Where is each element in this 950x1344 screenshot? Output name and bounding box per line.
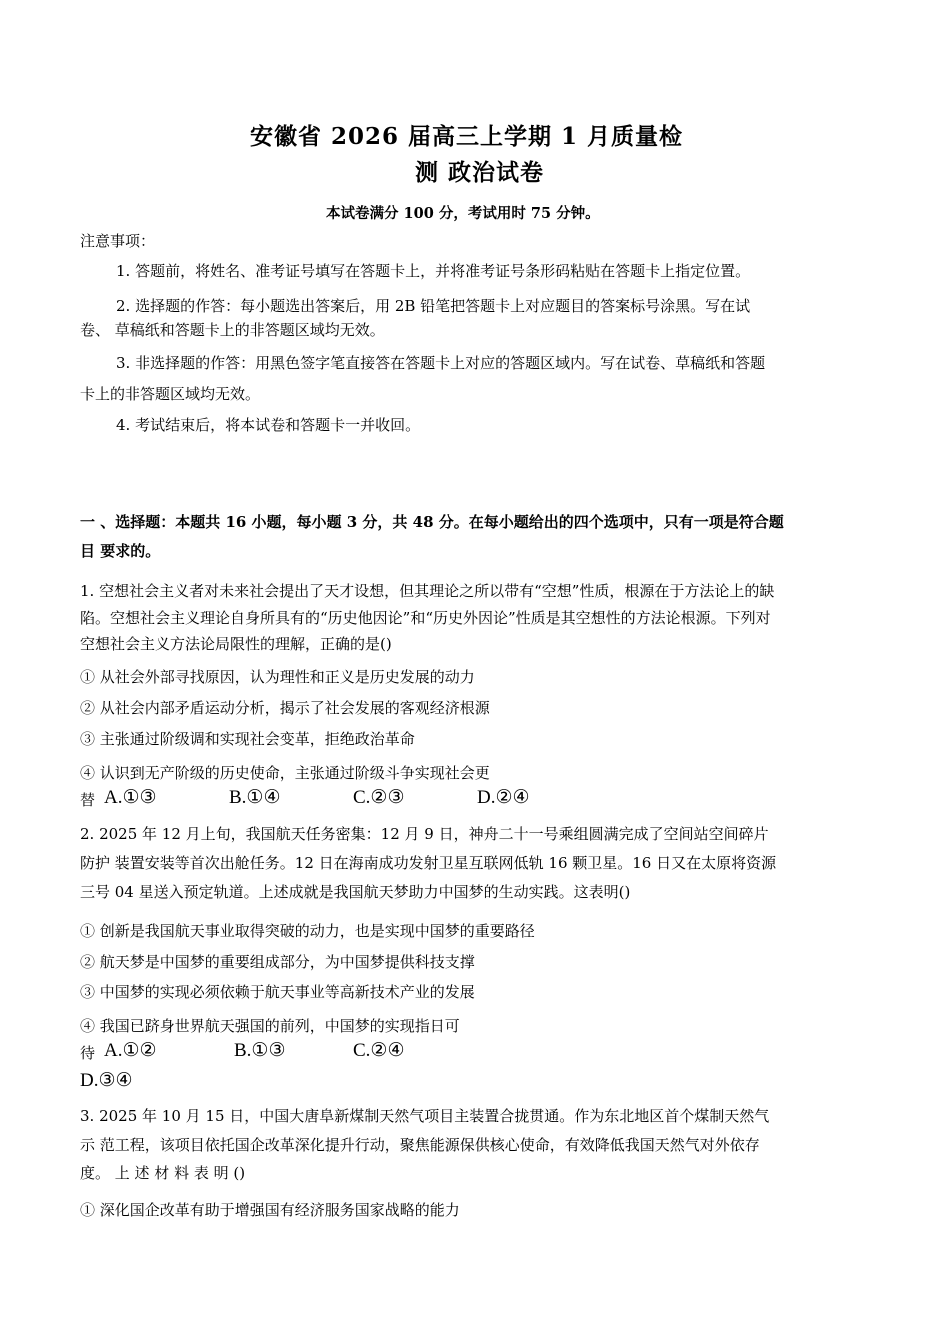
q1-option-b[interactable]: B.①④: [229, 787, 281, 808]
q1-option-c[interactable]: C.②③: [353, 787, 405, 808]
section-heading-line1: 一 、选择题：本题共 16 小题，每小题 3 分，共 48 分。在每小题给出的四个选项中，只有一项是符合题: [80, 513, 784, 531]
q2-option-a[interactable]: A.①②: [104, 1040, 157, 1061]
q2-statement-4: ④ 我国已跻身世界航天强国的前列，中国梦的实现指日可: [80, 1017, 460, 1035]
q3-stem-line3: 度。 上 述 材 料 表 明 (): [80, 1164, 246, 1182]
q1-option-a[interactable]: A.①③: [104, 787, 157, 808]
q2-stem-line3: 三号 04 星送入预定轨道。上述成就是我国航天梦助力中国梦的生动实践。这表明(): [80, 883, 631, 901]
q2-statement-1: ① 创新是我国航天事业取得突破的动力，也是实现中国梦的重要路径: [80, 922, 535, 940]
q2-statement-2: ② 航天梦是中国梦的重要组成部分，为中国梦提供科技支撑: [80, 953, 475, 971]
note-2-line2: 卷、 草稿纸和答题卡上的非答题区域均无效。: [80, 321, 385, 339]
q3-statement-1: ① 深化国企改革有助于增强国有经济服务国家战略的能力: [80, 1201, 460, 1219]
exam-subtitle: 本试卷满分 100 分，考试用时 75 分钟。: [326, 205, 600, 222]
exam-title-line1: 安徽省 2026 届高三上学期 1 月质量检: [250, 123, 684, 150]
note-3-line2: 卡上的非答题区域均无效。: [80, 385, 261, 403]
q1-stem-line1: 1. 空想社会主义者对未来社会提出了天才设想，但其理论之所以带有“空想”性质，根源在于方法论上的缺: [80, 582, 775, 600]
q1-stem-line3: 空想社会主义方法论局限性的理解，正确的是(): [80, 635, 392, 653]
q1-stem-line2: 陷。空想社会主义理论自身所具有的“历史他因论”和“历史外因论”性质是其空想性的方法论根源。下列对: [80, 609, 771, 627]
q2-statement-3: ③ 中国梦的实现必须依赖于航天事业等高新技术产业的发展: [80, 983, 475, 1001]
q1-statement-3: ③ 主张通过阶级调和实现社会变革，拒绝政治革命: [80, 730, 415, 748]
note-3-line1: 3. 非选择题的作答：用黑色签字笔直接答在答题卡上对应的答题区域内。写在试卷、草稿纸和答题: [116, 354, 766, 372]
note-1: 1. 答题前，将姓名、准考证号填写在答题卡上，并将准考证号条形码粘贴在答题卡上指定位置。: [116, 262, 751, 280]
q2-stem-line2: 防护 装置安装等首次出舱任务。12 日在海南成功发射卫星互联网低轨 16 颗卫星。16 日又在太原将资源: [80, 854, 777, 872]
note-2-line1: 2. 选择题的作答：每小题选出答案后，用 2B 铅笔把答题卡上对应题目的答案标号涂黑。写在试: [116, 297, 751, 315]
note-4: 4. 考试结束后，将本试卷和答题卡一并收回。: [116, 416, 421, 434]
q3-stem-line1: 3. 2025 年 10 月 15 日，中国大唐阜新煤制天然气项目主装置合拢贯通。作为东北地区首个煤制天然气: [80, 1107, 770, 1125]
q1-statement-4: ④ 认识到无产阶级的历史使命，主张通过阶级斗争实现社会更: [80, 764, 490, 782]
q2-stem-line1: 2. 2025 年 12 月上旬，我国航天任务密集：12 月 9 日，神舟二十一号乘组圆满完成了空间站空间碎片: [80, 825, 769, 843]
exam-title-line2: 测 政治试卷: [415, 159, 545, 186]
notes-heading: 注意事项：: [80, 232, 156, 250]
q1-statement-2: ② 从社会内部矛盾运动分析，揭示了社会发展的客观经济根源: [80, 699, 490, 717]
q2-option-c[interactable]: C.②④: [353, 1040, 405, 1061]
q1-option-d[interactable]: D.②④: [477, 787, 530, 808]
q1-statement-1: ① 从社会外部寻找原因，认为理性和正义是历史发展的动力: [80, 668, 475, 686]
q2-option-d[interactable]: D.③④: [80, 1070, 133, 1091]
q2-option-b[interactable]: B.①③: [234, 1040, 286, 1061]
section-heading-line2: 目 要求的。: [80, 542, 161, 560]
q1-statement-4-tail: 替: [80, 791, 96, 809]
q2-statement-4-tail: 待: [80, 1044, 96, 1062]
q3-stem-line2: 示 范工程，该项目依托国企改革深化提升行动，聚焦能源保供核心使命，有效降低我国天然气对外依存: [80, 1136, 760, 1154]
